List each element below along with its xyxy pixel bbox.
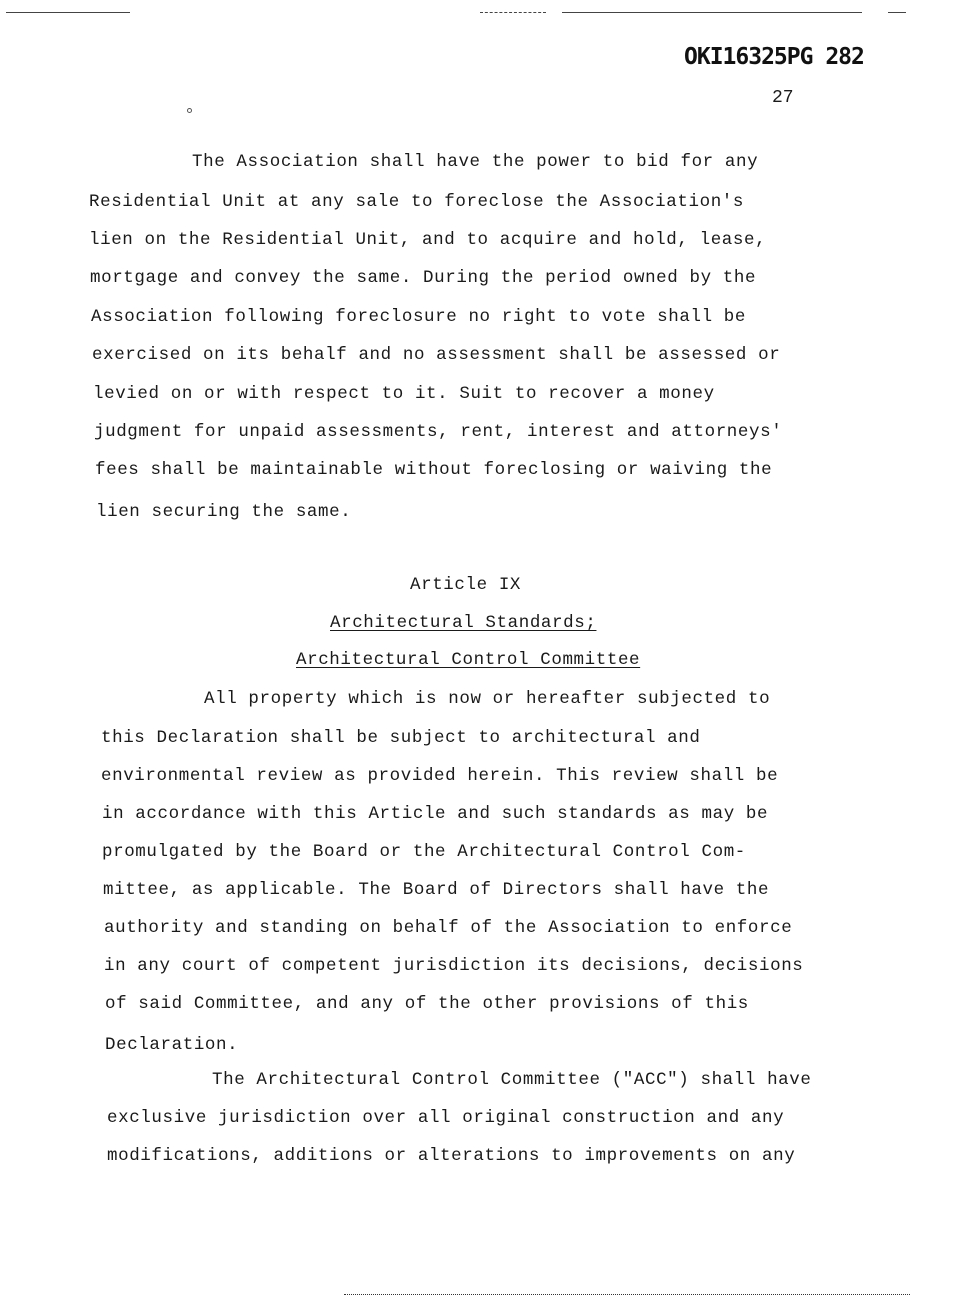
text-line: The Architectural Control Committee ("ACC") shall have <box>212 1070 812 1090</box>
text-line: mortgage and convey the same. During the period owned by the <box>90 268 757 288</box>
book-page-reference: OKI16325PG 282 <box>684 44 864 70</box>
text-line: environmental review as provided herein. This review shall be <box>101 766 779 786</box>
text-line: levied on or with respect to it. Suit to recover a money <box>93 384 715 404</box>
text-line: in accordance with this Article and such standards as may be <box>102 804 769 824</box>
text-line: exclusive jurisdiction over all original construction and any <box>107 1108 785 1128</box>
scan-noise-top-mid <box>480 12 546 14</box>
text-line: modifications, additions or alterations to improvements on any <box>107 1146 796 1166</box>
text-line: lien securing the same. <box>96 502 352 522</box>
text-line: this Declaration shall be subject to architectural and <box>101 728 701 748</box>
text-line: lien on the Residential Unit, and to acquire and hold, lease, <box>89 230 767 250</box>
text-line: authority and standing on behalf of the Association to enforce <box>104 918 793 938</box>
text-line: The Association shall have the power to bid for any <box>192 152 759 172</box>
text-line: Declaration. <box>105 1035 239 1055</box>
text-line: exercised on its behalf and no assessment shall be assessed or <box>92 345 781 365</box>
text-line: All property which is now or hereafter subjected to <box>204 689 771 709</box>
scan-noise-top-left <box>6 12 130 13</box>
text-line: Residential Unit at any sale to foreclose the Association's <box>89 192 745 212</box>
scan-noise-top-corner <box>888 12 906 13</box>
text-line: fees shall be maintainable without foreclosing or waiving the <box>95 460 773 480</box>
article-title-line1: Architectural Standards; <box>330 613 597 633</box>
text-line: judgment for unpaid assessments, rent, interest and attorneys' <box>94 422 783 442</box>
scan-noise-bottom <box>344 1294 910 1296</box>
text-line: mittee, as applicable. The Board of Directors shall have the <box>103 880 770 900</box>
article-title-line2: Architectural Control Committee <box>296 650 641 670</box>
text-line: Association following foreclosure no right to vote shall be <box>91 307 747 327</box>
text-line: of said Committee, and any of the other provisions of this <box>105 994 749 1014</box>
text-line: in any court of competent jurisdiction its decisions, decisions <box>104 956 804 976</box>
page-number: 27 <box>772 88 794 108</box>
scan-speck <box>187 108 192 113</box>
text-line: promulgated by the Board or the Architectural Control Com- <box>102 842 746 862</box>
scan-noise-top-right <box>562 12 862 13</box>
article-number: Article IX <box>410 575 522 595</box>
